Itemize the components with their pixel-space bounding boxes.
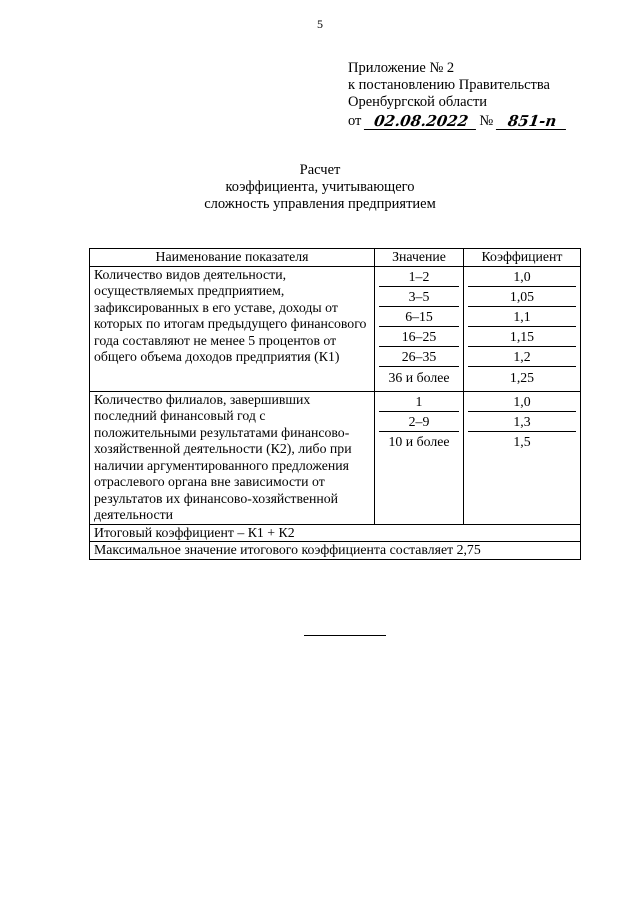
appendix-region: Оренбургской области	[348, 94, 488, 110]
table-row-k1	[90, 266, 581, 391]
header-coefficient: Коэффициент	[464, 249, 581, 267]
k1-coef-5: 1,2	[468, 347, 576, 367]
appendix-date-number-line	[348, 111, 608, 130]
k1-value-3: 6–15	[379, 307, 459, 327]
end-divider	[304, 635, 386, 636]
title-line-2: коэффициента, учитывающего	[225, 179, 415, 195]
appendix-resolution: к постановлению Правительства	[348, 77, 550, 93]
header-value: Значение	[375, 249, 464, 267]
table-row-max	[90, 542, 581, 560]
title-line-3: сложность управления предприятием	[204, 196, 436, 212]
k2-name: Количество филиалов, завершивших последний финансовый год с положительными результатами финансово-хозяйственной деятельности (К2), либо при наличии аргументированного предложения отраслевого органа вне зависимости от результатов их финансово-хозяйственной деятельности	[90, 391, 375, 524]
number-prefix: №	[479, 113, 494, 129]
document-title	[0, 162, 640, 213]
appendix-block	[348, 60, 608, 130]
k2-coef-2: 1,3	[468, 412, 576, 432]
handwritten-number: 851-п	[496, 114, 568, 130]
k1-coef-4: 1,15	[468, 327, 576, 347]
table-row-total	[90, 524, 581, 542]
k1-value-6: 36 и более	[388, 369, 450, 385]
k2-value-1: 1	[379, 392, 459, 412]
k1-value-2: 3–5	[379, 287, 459, 307]
k2-value-2: 2–9	[379, 412, 459, 432]
k2-value-3: 10 и более	[388, 433, 450, 449]
table-header-row	[90, 249, 581, 267]
coefficient-table	[89, 248, 581, 560]
appendix-title: Приложение № 2	[348, 60, 455, 76]
handwritten-date: 02.08.2022	[364, 114, 478, 130]
k1-values	[375, 266, 464, 391]
k1-name: Количество видов деятельности, осуществляемых предприятием, зафиксированных в его уставе, доходы от которых по итогам предыдущего финансового года составляют не менее 5 процентов от общего объема доходов предприятия (К1)	[90, 266, 375, 391]
total-formula: Итоговый коэффициент – К1 + К2	[90, 524, 581, 542]
k1-value-1: 1–2	[379, 267, 459, 287]
k1-value-5: 26–35	[379, 347, 459, 367]
k2-coef-1: 1,0	[468, 392, 576, 412]
table-row-k2	[90, 391, 581, 524]
header-name: Наименование показателя	[90, 249, 375, 267]
k2-values	[375, 391, 464, 524]
max-value-note: Максимальное значение итогового коэффициента составляет 2,75	[90, 542, 581, 560]
title-line-1: Расчет	[299, 162, 341, 178]
k1-coef-2: 1,05	[468, 287, 576, 307]
page-number: 5	[317, 17, 323, 31]
date-prefix: от	[348, 113, 362, 129]
k1-coef-3: 1,1	[468, 307, 576, 327]
k1-value-4: 16–25	[379, 327, 459, 347]
k2-coef-3: 1,5	[513, 433, 531, 449]
k1-coef-1: 1,0	[468, 267, 576, 287]
k2-coefficients	[464, 391, 581, 524]
k1-coefficients	[464, 266, 581, 391]
k1-coef-6: 1,25	[509, 369, 535, 385]
